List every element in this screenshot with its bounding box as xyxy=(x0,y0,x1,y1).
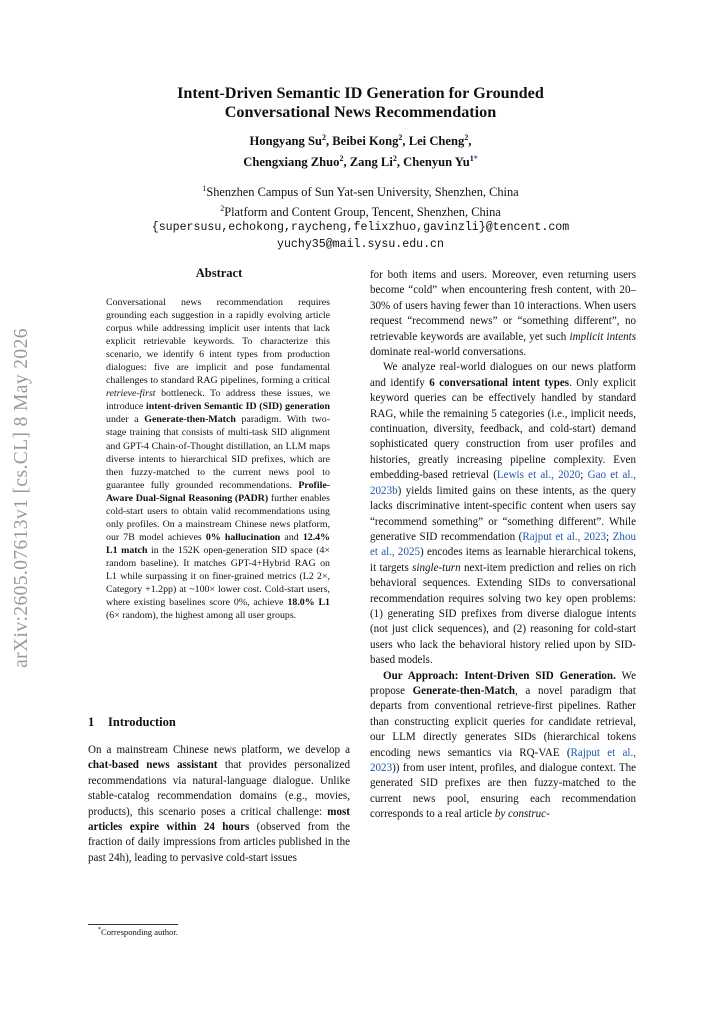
abstract-body: Conversational news recommendation requires grounding each suggestion in a rapidly evolving article corpus while addressing implicit user intents that lack explicit retrievable keywords. To characterize this scenario, we identify 6 intent types from production dialogues: five are implicit and pose fundamental challenges to standard RAG pipelines, forming a critical retrieve-first bottleneck. To address these issues, we introduce intent-driven Semantic ID (SID) generation under a Generate-then-Match paradigm. With two-stage training that consists of multi-task SID alignment and GPT-4 Chain-of-Thought distillation, an LLM maps diverse intents to hierarchical SID prefixes, which are then fuzzy-matched to the current news pool to guarantee fully grounded recommendations. Profile-Aware Dual-Signal Reasoning (PADR) further enables cold-start users to obtain valid recommendations using only profiles. On a mainstream Chinese news platform, our 7B model achieves 0% hallucination and 12.4% L1 match in the 152K open-generation SID space (4× random baseline). It matches GPT-4+Hybrid RAG on L1 while surpassing it on finer-grained metrics (L2 2×, Category +1.2pp) at ~100× lower cost. Cold-start users, where existing baselines score 0%, achieve 18.0% L1 (6× random), the highest among all user groups. xyxy=(106,297,330,622)
author-name: Beibei Kong xyxy=(332,134,399,149)
paragraph: Our Approach: Intent-Driven SID Generation. We propose Generate-then-Match, a novel paradigm that departs from conventional retrieve-first pipelines. Rather than constructing explicit queries for candidate retrieval, our LLM directly generates SIDs (hierarchical tokens encoding news semantics via RQ-VAE (Rajput et al., 2023)) from user intent, profiles, and dialogue context. The generated SID prefixes are then fuzzy-matched to the current news pool, ensuring each recommendation corresponds to a real article by construc- xyxy=(370,669,637,821)
author-name: Hongyang Su xyxy=(249,134,322,149)
affiliations xyxy=(0,181,721,253)
abstract-heading: Abstract xyxy=(195,266,243,280)
corresponding-mark[interactable]: * xyxy=(473,154,478,164)
author-name: Zang Li xyxy=(349,155,393,170)
paragraph: for both items and users. Moreover, even returning users become “cold” when encountering fresh content, with 20–30% of users having fewer than 10 interactions. When users request “recommend news” or “something different”, no retrievable keywords are available, yet such implicit intents dominate real-world conversations. xyxy=(370,269,637,359)
section-heading-introduction: 1 Introduction xyxy=(88,715,176,729)
intro-paragraph-left: On a mainstream Chinese news platform, we develop a chat-based news assistant that provides personalized recommendations via natural-language dialogue. Unlike stable-catalog recommendation domains (e.g., movies, products), this scenario poses a critical challenge: most articles expire within 24 hours (observed from the fraction of daily impressions from articles published in the past 24h), leading to pervasive cold-start issues xyxy=(88,744,350,864)
affiliation-2: $^2$Platform and Content Group, Tencent, Shenzhen, China xyxy=(220,203,501,219)
title-line-2: Conversational News Recommendation xyxy=(224,103,497,121)
author-list: Hongyang Su$^2$, Beibei Kong$^2$, Lei Cheng$^2$, Chengxiang Zhuo$^2$, Zang Li$^2$, Chenyun $Yu^{1*}$ xyxy=(243,133,478,170)
author-name: Chenyun Yu xyxy=(403,155,470,170)
right-column-text xyxy=(370,268,636,823)
email-tencent: {supersusu,echokong,raycheng,felixzhuo,gavinzli}@tencent.com xyxy=(151,221,570,235)
footnote: *Corresponding author. xyxy=(98,927,178,937)
footnote-rule xyxy=(88,924,178,925)
title-line-1: Intent-Driven Semantic ID Generation for Grounded xyxy=(177,84,544,102)
paragraph: We analyze real-world dialogues on our news platform and identify 6 conversational intent types. Only explicit keyword queries can be effectively handled by standard RAG, while the remaining 5 categories (i.e., implicit needs, continuation, diversity, feedback, and cold-start) demand sophisticated query construction from user profiles and histories, greatly increasing pipeline complexity. Even embedding-based retrieval (Lewis et al., 2020; Gao et al., 2023b) yields limited gains on these intents, as the query lacks discriminative intent-specific content when users say “recommend something” or “something different”. While generative SID recommendation (Rajput et al., 2023; Zhou et al., 2025) encodes items as learnable hierarchical tokens, it targets single-turn next-item prediction and relies on rich behavioral sequences. Extending SIDs to conversational recommendation requires solving two key open problems: (1) generating SID prefixes from diverse dialogue intents (not just click sequences), and (2) reasoning for cold-start users who lack the behavioral history relied upon by SID-based models. xyxy=(370,361,637,667)
citation-link[interactable]: Zhou et al., 2025 xyxy=(370,530,636,559)
citation-link[interactable]: Gao et al., 2023b xyxy=(370,469,636,497)
citation-link[interactable]: Rajput et al., 2023 xyxy=(370,746,636,774)
author-name: Lei Cheng xyxy=(408,134,465,149)
affiliation-1: $^1$Shenzhen Campus of Sun Yat-sen University, Shenzhen, China xyxy=(202,184,519,200)
paper-title xyxy=(0,84,721,122)
citation-link[interactable]: Rajput et al., 2023 xyxy=(522,530,607,543)
arxiv-stamp: arXiv:2605.07613v1 [cs.CL] 8 May 2026 xyxy=(11,327,33,668)
citation-link[interactable]: Lewis et al., 2020 xyxy=(496,469,581,482)
author-name: Chengxiang Zhuo xyxy=(243,155,340,170)
email-sysu: yuchy35@mail.sysu.edu.cn xyxy=(277,237,444,251)
